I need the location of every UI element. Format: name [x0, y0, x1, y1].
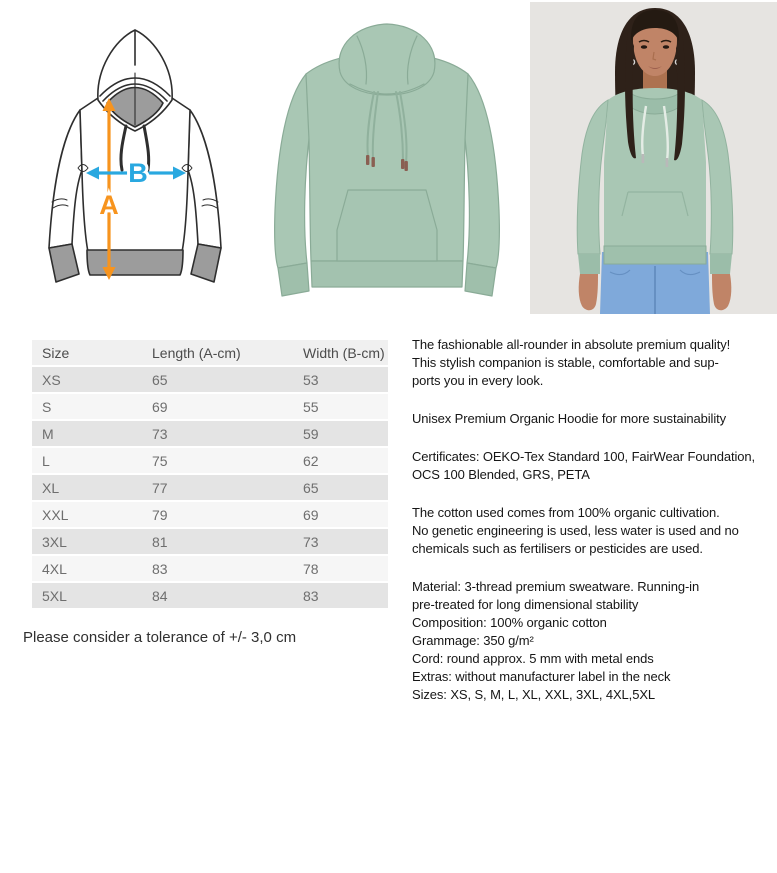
length-cell: 75: [142, 447, 293, 474]
description-paragraph-1: The fashionable all-rounder in absolute premium quality! This stylish companion is stable, comfortable and sup- ports you in every look.: [412, 337, 731, 388]
size-row-xxl: [32, 501, 388, 528]
size-table: [32, 340, 388, 610]
size-row-xs: [32, 366, 388, 393]
size-cell: L: [32, 447, 142, 474]
length-cell: 73: [142, 420, 293, 447]
size-cell: XL: [32, 474, 142, 501]
description-paragraph-2: Unisex Premium Organic Hoodie for more sustainability: [412, 411, 727, 426]
size-row-5xl: [32, 582, 388, 609]
width-cell: 69: [293, 501, 388, 528]
width-cell: 83: [293, 582, 388, 609]
width-cell: 55: [293, 393, 388, 420]
column-header: Length (A-cm): [142, 340, 293, 366]
description-paragraph-5: Material: 3-thread premium sweatware. Running-in pre-treated for long dimensional stability Composition: 100% organic cotton Grammage: 350 g/m² Cord: round approx. 5 mm with metal ends Extras: without manufacturer label in the neck Sizes: XS, S, M, L, XL, XXL, 3XL, 4XL,5XL: [412, 579, 700, 702]
size-row-4xl: [32, 555, 388, 582]
size-row-l: [32, 447, 388, 474]
length-cell: 77: [142, 474, 293, 501]
product-description: [412, 336, 777, 724]
size-cell: XS: [32, 366, 142, 393]
size-row-3xl: [32, 528, 388, 555]
width-cell: 65: [293, 474, 388, 501]
size-table-body: [32, 366, 388, 609]
measure-label-a: A: [99, 190, 119, 220]
column-header: Size: [32, 340, 142, 366]
model-photo-image: [530, 2, 777, 314]
length-cell: 79: [142, 501, 293, 528]
column-header: Width (B-cm): [293, 340, 388, 366]
measure-label-b: B: [128, 158, 148, 188]
size-cell: 3XL: [32, 528, 142, 555]
width-cell: 73: [293, 528, 388, 555]
hoodie-line-art: [49, 30, 221, 282]
size-cell: M: [32, 420, 142, 447]
width-cell: 59: [293, 420, 388, 447]
product-flat-image: [262, 10, 512, 310]
length-cell: 84: [142, 582, 293, 609]
length-cell: 81: [142, 528, 293, 555]
size-cell: XXL: [32, 501, 142, 528]
flat-hoodie: [275, 24, 500, 296]
size-row-xl: [32, 474, 388, 501]
width-cell: 53: [293, 366, 388, 393]
size-table-header-row: [32, 340, 388, 366]
width-cell: 78: [293, 555, 388, 582]
width-cell: 62: [293, 447, 388, 474]
size-row-s: [32, 393, 388, 420]
length-cell: 83: [142, 555, 293, 582]
length-cell: 69: [142, 393, 293, 420]
size-cell: 5XL: [32, 582, 142, 609]
size-cell: 4XL: [32, 555, 142, 582]
size-cell: S: [32, 393, 142, 420]
size-diagram-image: [30, 10, 250, 310]
length-cell: 65: [142, 366, 293, 393]
size-row-m: [32, 420, 388, 447]
tolerance-note: Please consider a tolerance of +/- 3,0 cm: [23, 629, 297, 646]
description-paragraph-3: Certificates: OEKO-Tex Standard 100, FairWear Foundation, OCS 100 Blended, GRS, PETA: [412, 449, 756, 482]
description-paragraph-4: The cotton used comes from 100% organic cultivation. No genetic engineering is used, less water is used and no chemicals such as fertilisers or pesticides are used.: [412, 505, 739, 556]
